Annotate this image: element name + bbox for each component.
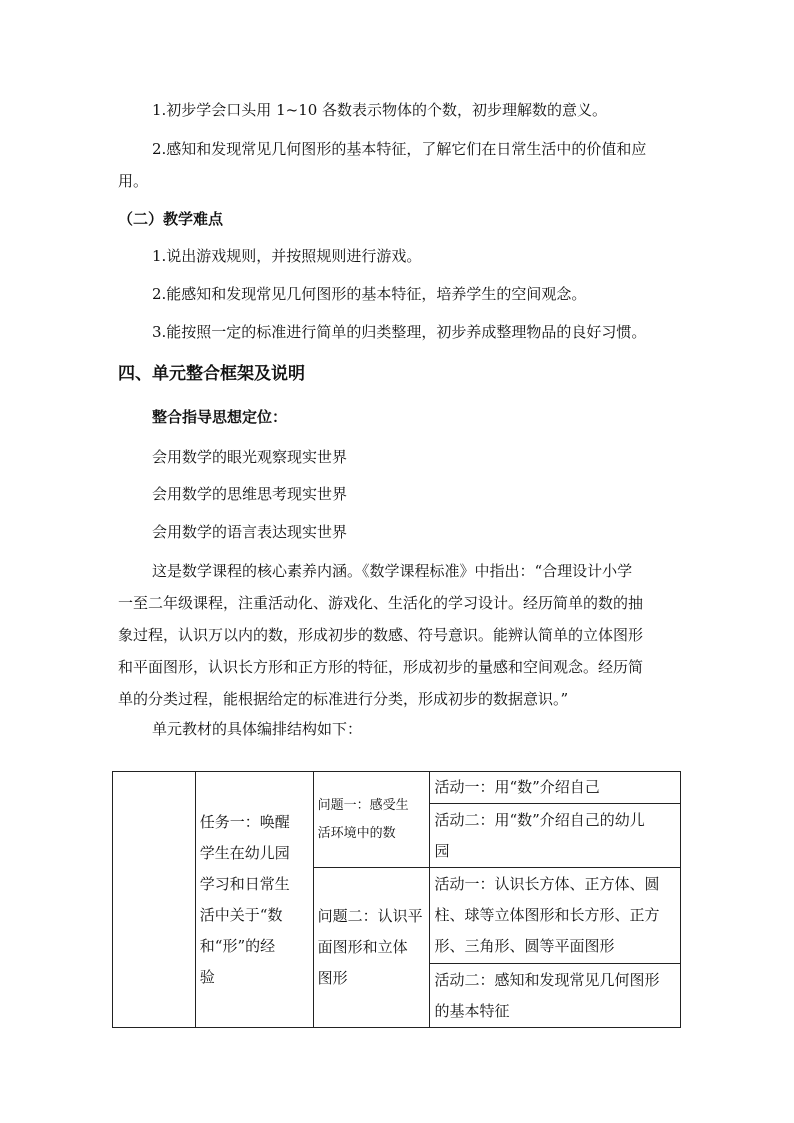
task-line: 和“形”的经 [199, 936, 276, 955]
objective-item-2: 2.感知和发现常见几何图形的基本特征，了解它们在日常生活中的价值和应 [152, 140, 647, 158]
activity-line: 活动一：用“数”介绍自己 [434, 778, 600, 796]
structure-intro: 单元教材的具体编排结构如下： [152, 720, 363, 738]
question-line: 活环境中的数 [317, 825, 396, 841]
task-line: 验 [199, 967, 215, 986]
activity-line: 活动一：认识长方体、正方体、圆 [434, 875, 660, 893]
difficult-item-2: 2.能感知和发现常见几何图形的基本特征，培养学生的空间观念。 [152, 285, 587, 303]
section-4-title: 四、单元整合框架及说明 [118, 364, 305, 384]
activity-line: 活动二：用“数”介绍自己的幼儿 [434, 810, 645, 829]
task-line: 学习和日常生 [199, 874, 290, 893]
task-line: 任务一：唤醒 [199, 812, 290, 831]
activity-cell [430, 964, 681, 1028]
activity-cell [430, 868, 681, 964]
task-cell [195, 772, 313, 1028]
question-2-cell [313, 868, 430, 1028]
activity-line: 的基本特征 [434, 1001, 510, 1020]
activity-line: 柱、球等立体图形和长方形、正方 [434, 906, 660, 924]
guide-line-1: 会用数学的眼光观察现实世界 [152, 448, 348, 466]
activity-cell [430, 804, 681, 868]
task-line: 活中关于“数 [199, 905, 283, 924]
question-line: 图形 [317, 969, 348, 987]
question-1-cell [313, 772, 430, 868]
difficult-item-3: 3.能按照一定的标准进行简单的归类整理，初步养成整理物品的良好习惯。 [152, 323, 647, 341]
question-line: 面图形和立体 [317, 938, 408, 956]
objective-item-1: 1.初步学会口头用 1~10 各数表示物体的个数，初步理解数的意义。 [152, 101, 608, 119]
activity-line: 园 [434, 841, 450, 860]
quote-line: 单的分类过程，能根据给定的标准进行分类，形成初步的数据意识。” [118, 690, 569, 708]
table-blank-cell [113, 772, 196, 1028]
activity-line: 活动二：感知和发现常见几何图形 [434, 970, 660, 989]
activity-cell [430, 772, 681, 804]
question-line: 问题一：感受生 [317, 797, 409, 813]
activity-line: 形、三角形、圆等平面图形 [434, 937, 615, 955]
task-line: 学生在幼儿园 [199, 843, 290, 862]
quote-line: 这是数学课程的核心素养内涵。《数学课程标准》中指出：“合理设计小学 [152, 562, 633, 580]
guide-line-3: 会用数学的语言表达现实世界 [152, 523, 348, 541]
quote-line: 一至二年级课程，注重活动化、游戏化、生活化的学习设计。经历简单的数的抽 [118, 594, 644, 612]
guide-line-2: 会用数学的思维思考现实世界 [152, 485, 348, 503]
objective-item-2-continued: 用。 [118, 172, 149, 190]
guide-heading: 整合指导思想定位： [152, 408, 288, 426]
unit-structure-table [112, 771, 681, 1028]
difficult-points-heading: （二）教学难点 [118, 210, 224, 228]
quote-line: 象过程，认识万以内的数，形成初步的数感、符号意识。能辨认简单的立体图形 [118, 626, 644, 644]
difficult-item-1: 1.说出游戏规则，并按照规则进行游戏。 [152, 247, 422, 265]
quote-line: 和平面图形，认识长方形和正方形的特征，形成初步的量感和空间观念。经历简 [118, 658, 644, 676]
question-line: 问题二：认识平 [317, 907, 423, 925]
